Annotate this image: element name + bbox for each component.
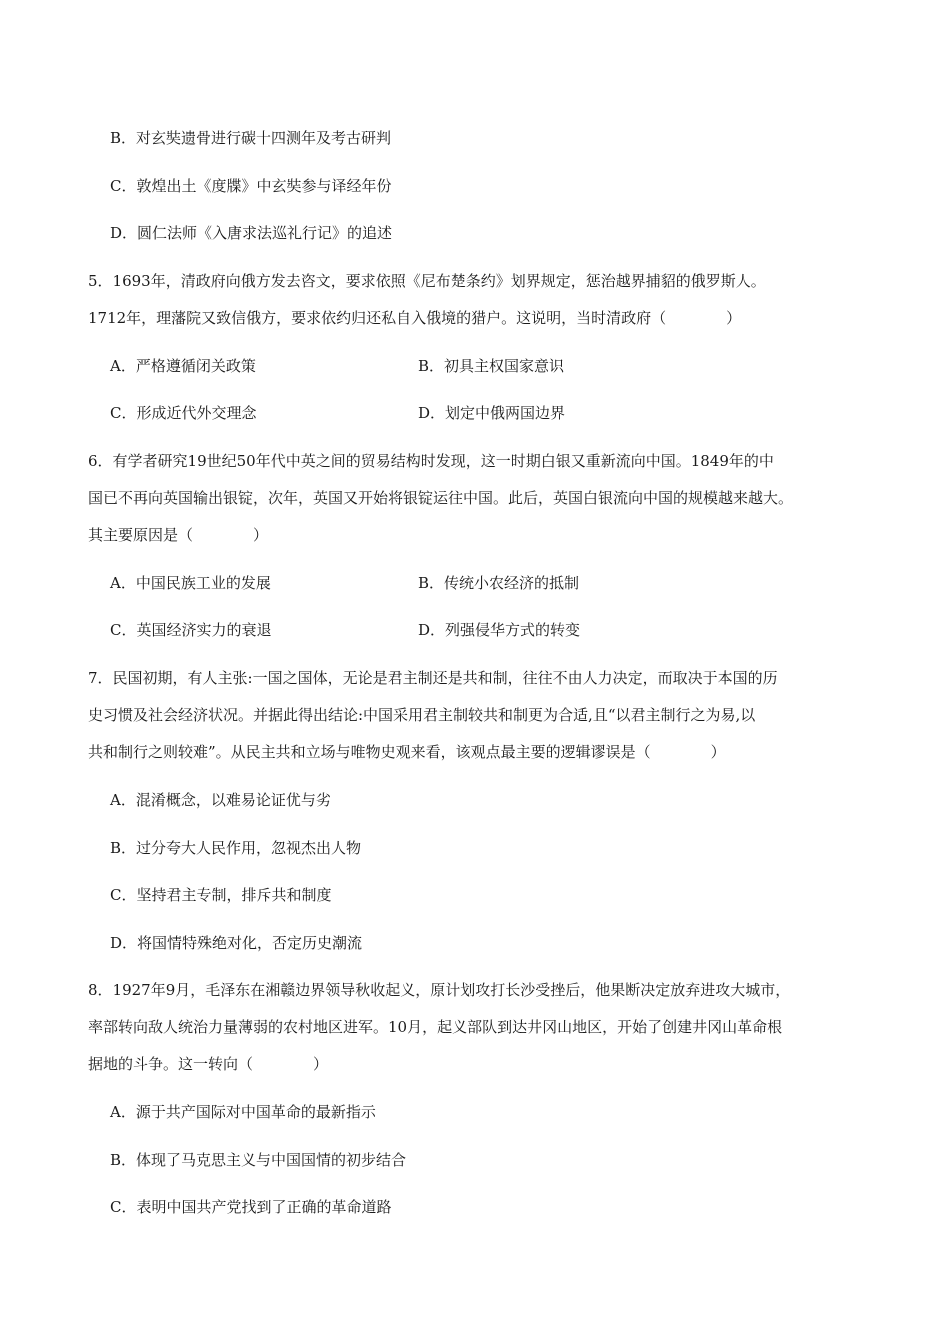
q7-option-a[interactable]: A．混淆概念，以难易论证优与劣 bbox=[110, 791, 331, 809]
q8-option-c[interactable]: C．表明中国共产党找到了正确的革命道路 bbox=[110, 1198, 392, 1216]
q6-stem-line: 其主要原因是（ ） bbox=[88, 526, 269, 544]
q8-stem-line: 据地的斗争。这一转向（ ） bbox=[88, 1055, 329, 1073]
q7-stem-line: 史习惯及社会经济状况。并据此得出结论:中国采用君主制较共和制更为合适,且“以君主制行之为易,以 bbox=[88, 706, 756, 724]
q5-option-b[interactable]: B．初具主权国家意识 bbox=[418, 357, 565, 375]
q6-option-b[interactable]: B．传统小农经济的抵制 bbox=[418, 574, 580, 592]
q7-stem-line: 7．民国初期，有人主张:一国之国体，无论是君主制还是共和制，往往不由人力决定，而取决于本国的历 bbox=[88, 669, 778, 687]
q7-option-b[interactable]: B．过分夸大人民作用，忽视杰出人物 bbox=[110, 839, 362, 857]
q8-stem-line: 8．1927年9月，毛泽东在湘赣边界领导秋收起义，原计划攻打长沙受挫后，他果断决定放弃进攻大城市， bbox=[88, 981, 791, 999]
q7-option-c[interactable]: C．坚持君主专制，排斥共和制度 bbox=[110, 886, 332, 904]
q4-option-c[interactable]: C．敦煌出土《度牒》中玄奘参与译经年份 bbox=[110, 177, 392, 195]
q5-stem-line: 5．1693年，清政府向俄方发去咨文，要求依照《尼布楚条约》划界规定，惩治越界捕貂的俄罗斯人。 bbox=[88, 272, 766, 290]
q6-option-d[interactable]: D．列强侵华方式的转变 bbox=[418, 621, 581, 639]
q6-option-a[interactable]: A．中国民族工业的发展 bbox=[110, 574, 271, 592]
q8-option-b[interactable]: B．体现了马克思主义与中国国情的初步结合 bbox=[110, 1151, 407, 1169]
q5-option-a[interactable]: A．严格遵循闭关政策 bbox=[110, 357, 256, 375]
q4-option-b[interactable]: B．对玄奘遗骨进行碳十四测年及考古研判 bbox=[110, 129, 392, 147]
q6-stem-line: 国已不再向英国输出银锭，次年，英国又开始将银锭运往中国。此后，英国白银流向中国的规模越来越大。 bbox=[88, 489, 794, 507]
q7-option-d[interactable]: D．将国情特殊绝对化，否定历史潮流 bbox=[110, 934, 363, 952]
q5-option-c[interactable]: C．形成近代外交理念 bbox=[110, 404, 257, 422]
q4-option-d[interactable]: D．圆仁法师《入唐求法巡礼行记》的追述 bbox=[110, 224, 393, 242]
q6-option-c[interactable]: C．英国经济实力的衰退 bbox=[110, 621, 272, 639]
q5-option-d[interactable]: D．划定中俄两国边界 bbox=[418, 404, 566, 422]
q6-stem-line: 6．有学者研究19世纪50年代中英之间的贸易结构时发现，这一时期白银又重新流向中国。1849年的中 bbox=[88, 452, 774, 470]
q8-option-a[interactable]: A．源于共产国际对中国革命的最新指示 bbox=[110, 1103, 376, 1121]
q7-stem-line: 共和制行之则较难”。从民主共和立场与唯物史观来看，该观点最主要的逻辑谬误是（ ） bbox=[88, 743, 726, 761]
q8-stem-line: 率部转向敌人统治力量薄弱的农村地区进军。10月，起义部队到达井冈山地区，开始了创建井冈山革命根 bbox=[88, 1018, 783, 1036]
q5-stem-line: 1712年，理藩院又致信俄方，要求依约归还私自入俄境的猎户。这说明，当时清政府（ ） bbox=[88, 309, 742, 327]
